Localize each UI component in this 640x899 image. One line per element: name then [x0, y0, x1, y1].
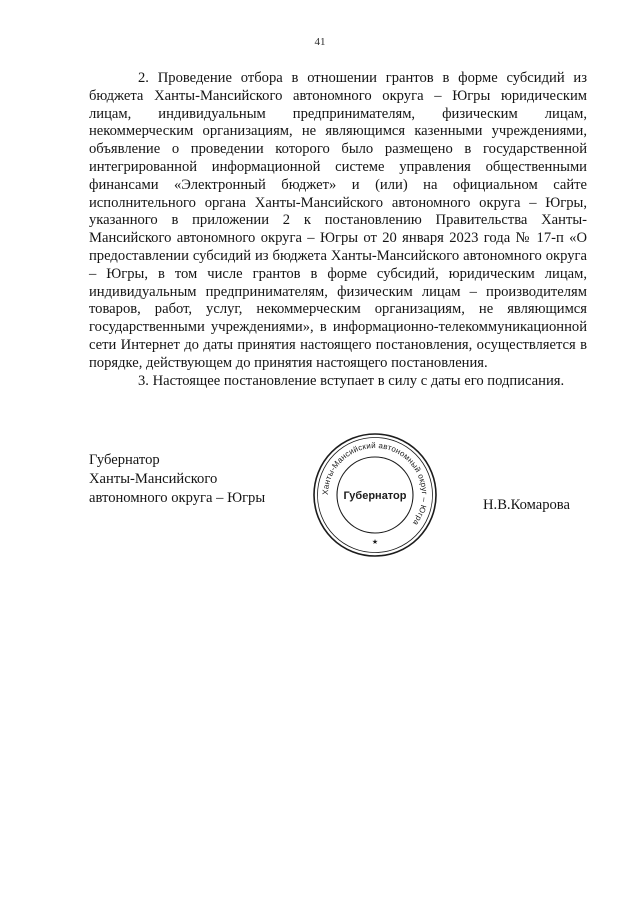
signer-name: Н.В.Комарова: [483, 497, 570, 513]
signatory-title-line-2: Ханты-Мансийского: [89, 471, 218, 487]
paragraph-2: 2. Проведение отбора в отношении грантов в форме субсидий из бюджета Ханты-Мансийского автономного округа – Югры юридическим лицам, индивидуальным предпринимателям, физическим лицам, некоммерческим организациям, не являющимся казенными учреждениями, объявление о проведении которого было размещено в государственной интегрированной информационной системе управления общественными финансами «Электронный бюджет» и (или) на официальном сайте исполнительного органа Ханты-Мансийского автономного округа – Югры, указанного в приложении 2 к постановлению Правительства Ханты-Мансийского автономного округа – Югры от 20 января 2023 года № 17-п «О предоставлении субсидий из бюджета Ханты-Мансийского автономного округа – Югры, в том числе грантов в форме субсидий, юридическим лицам, индивидуальным предпринимателям, физическим лицам – производителям товаров, работ, услуг, некоммерческим организациям, не являющимся государственными учреждениями», в информационно-телекоммуникационной сети Интернет до даты принятия настоящего постановления, осуществляется в порядке, действующем до принятия настоящего постановления.: [89, 70, 587, 371]
signatory-title-line-3: автономного округа – Югры: [89, 490, 266, 506]
document-body: [89, 70, 587, 390]
seal-star-icon: ★: [371, 539, 379, 546]
official-seal: [310, 430, 440, 560]
signatory-title-line-1: Губернатор: [89, 452, 160, 468]
page-number: 41: [314, 36, 326, 48]
seal-ring-text: Ханты-Мансийский автономный округ – Югра: [320, 440, 430, 528]
seal-center-text: Губернатор: [343, 490, 407, 502]
paragraph-3: 3. Настоящее постановление вступает в силу с даты его подписания.: [138, 372, 565, 389]
signatory-title: [89, 451, 265, 508]
